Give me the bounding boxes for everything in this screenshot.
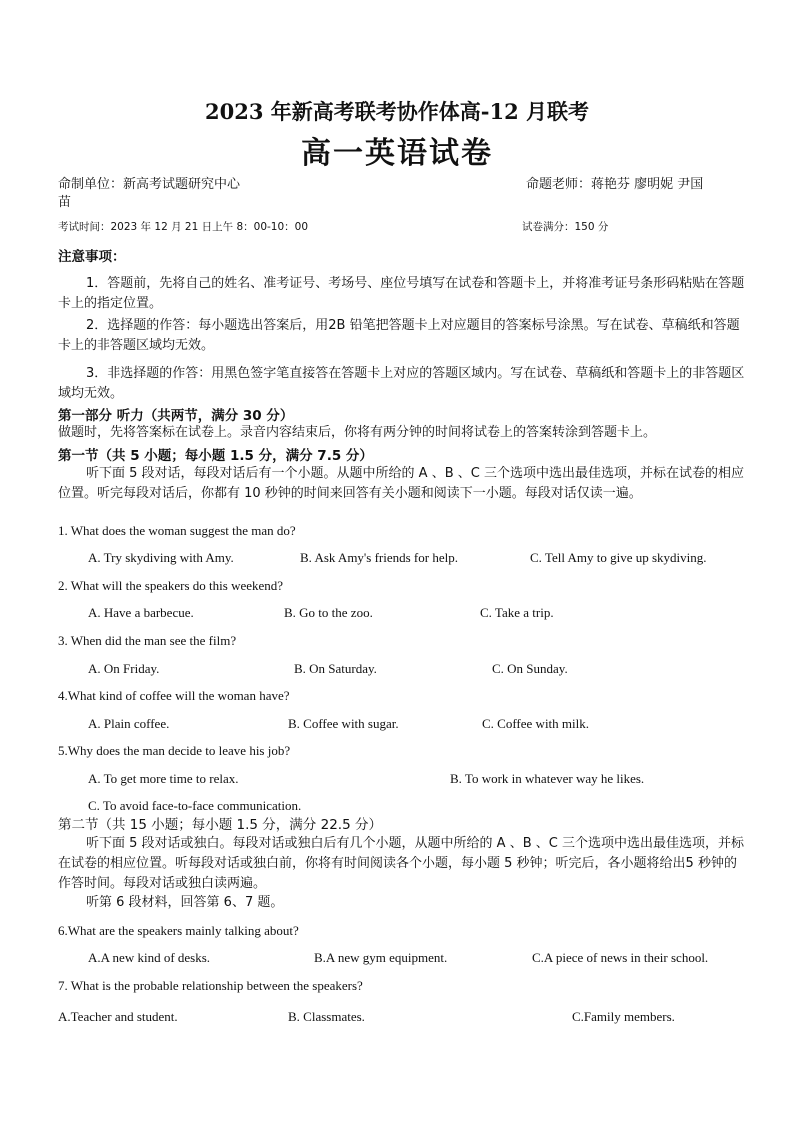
q1-option-c: C. Tell Amy to give up skydiving. [530, 550, 707, 565]
q7-option-b: B. Classmates. [288, 1009, 365, 1024]
question-3: 3. When did the man see the film? [58, 633, 237, 648]
section1-heading: 第一节（共 5 小题；每小题 1.5 分，满分 7.5 分） [58, 448, 373, 464]
q1-option-a: A. Try skydiving with Amy. [88, 550, 234, 565]
question-7: 7. What is the probable relationship between the speakers? [58, 978, 363, 993]
notice-heading: 注意事项： [58, 249, 126, 265]
q4-option-c: C. Coffee with milk. [482, 716, 590, 731]
part1-heading: 第一部分 听力（共两节，满分 30 分） [58, 408, 294, 424]
notice-item-3: 3．非选择题的作答：用黑色签字笔直接答在答题卡上对应的答题区域内。写在试卷、草稿纸和答题卡上的非答题区域均无效。 [58, 366, 745, 401]
q2-option-a: A. Have a barbecue. [88, 605, 194, 620]
q5-option-b: B. To work in whatever way he likes. [450, 771, 645, 786]
full-score: 试卷满分：150 分 [522, 221, 609, 233]
q3-option-b: B. On Saturday. [294, 661, 377, 676]
q4-option-b: B. Coffee with sugar. [288, 716, 399, 731]
q5-option-a: A. To get more time to relax. [88, 771, 239, 786]
section2-material: 听第 6 段材料，回答第 6、7 题。 [86, 895, 284, 910]
question-1: 1. What does the woman suggest the man do? [58, 523, 296, 538]
paper-title: 高一英语试卷 [301, 136, 493, 171]
section2-heading: 第二节（共 15 小题；每小题 1.5 分，满分 22.5 分） [58, 817, 382, 833]
exam-time: 考试时间：2023 年 12 月 21 日上午 8：00-10：00 [58, 221, 309, 233]
question-2: 2. What will the speakers do this weekend? [58, 578, 284, 593]
q2-option-b: B. Go to the zoo. [284, 605, 373, 620]
unit-label: 命制单位：新高考试题研究中心 [58, 177, 241, 192]
exam-title: 2023 年新高考联考协作体高-12 月联考 [204, 99, 589, 124]
teachers-label: 命题老师：蒋艳芬 廖明妮 尹国 [526, 177, 704, 192]
q7-option-c: C.Family members. [572, 1009, 675, 1024]
section1-instructions: 听下面 5 段对话，每段对话后有一个小题。从题中所给的 A 、B 、C 三个选项中选出最佳选项，并标在试卷的相应位置。听完每段对话后，你都有 10 秒钟的时间来回答有关小题和阅读下一小题。每段对话仅读一遍。 [58, 466, 744, 501]
notice-item-2: 2．选择题的作答：每小题选出答案后，用2B 铅笔把答题卡上对应题目的答案标号涂黑。写在试卷、草稿纸和答题卡上的非答题区域均无效。 [58, 318, 740, 353]
q3-option-c: C. On Sunday. [492, 661, 568, 676]
teachers-wrap: 苗 [58, 195, 72, 210]
q2-option-c: C. Take a trip. [480, 605, 554, 620]
section2-instructions: 听下面 5 段对话或独白。每段对话或独白后有几个小题，从题中所给的 A 、B 、C 三个选项中选出最佳选项，并标在试卷的相应位置。听每段对话或独白前，你将有时间阅读各个小题，每小题 5 秒钟；听完后，各小题将给出5 秒钟的作答时间。每段对话或独白读两遍。 [58, 836, 744, 891]
question-5: 5.Why does the man decide to leave his job? [58, 743, 291, 758]
q4-option-a: A. Plain coffee. [88, 716, 170, 731]
q5-option-c: C. To avoid face-to-face communication. [88, 798, 302, 813]
notice-item-1: 1．答题前，先将自己的姓名、准考证号、考场号、座位号填写在试卷和答题卡上，并将准考证号条形码粘贴在答题卡上的指定位置。 [58, 276, 745, 311]
q3-option-a: A. On Friday. [88, 661, 160, 676]
q6-option-b: B.A new gym equipment. [314, 950, 448, 965]
q7-option-a: A.Teacher and student. [58, 1009, 178, 1024]
q6-option-c: C.A piece of news in their school. [532, 950, 709, 965]
q6-option-a: A.A new kind of desks. [88, 950, 211, 965]
q1-option-b: B. Ask Amy's friends for help. [300, 550, 458, 565]
part1-intro: 做题时，先将答案标在试卷上。录音内容结束后，你将有两分钟的时间将试卷上的答案转涂到答题卡上。 [58, 425, 657, 440]
question-6: 6.What are the speakers mainly talking about? [58, 923, 299, 938]
question-4: 4.What kind of coffee will the woman have? [58, 688, 290, 703]
